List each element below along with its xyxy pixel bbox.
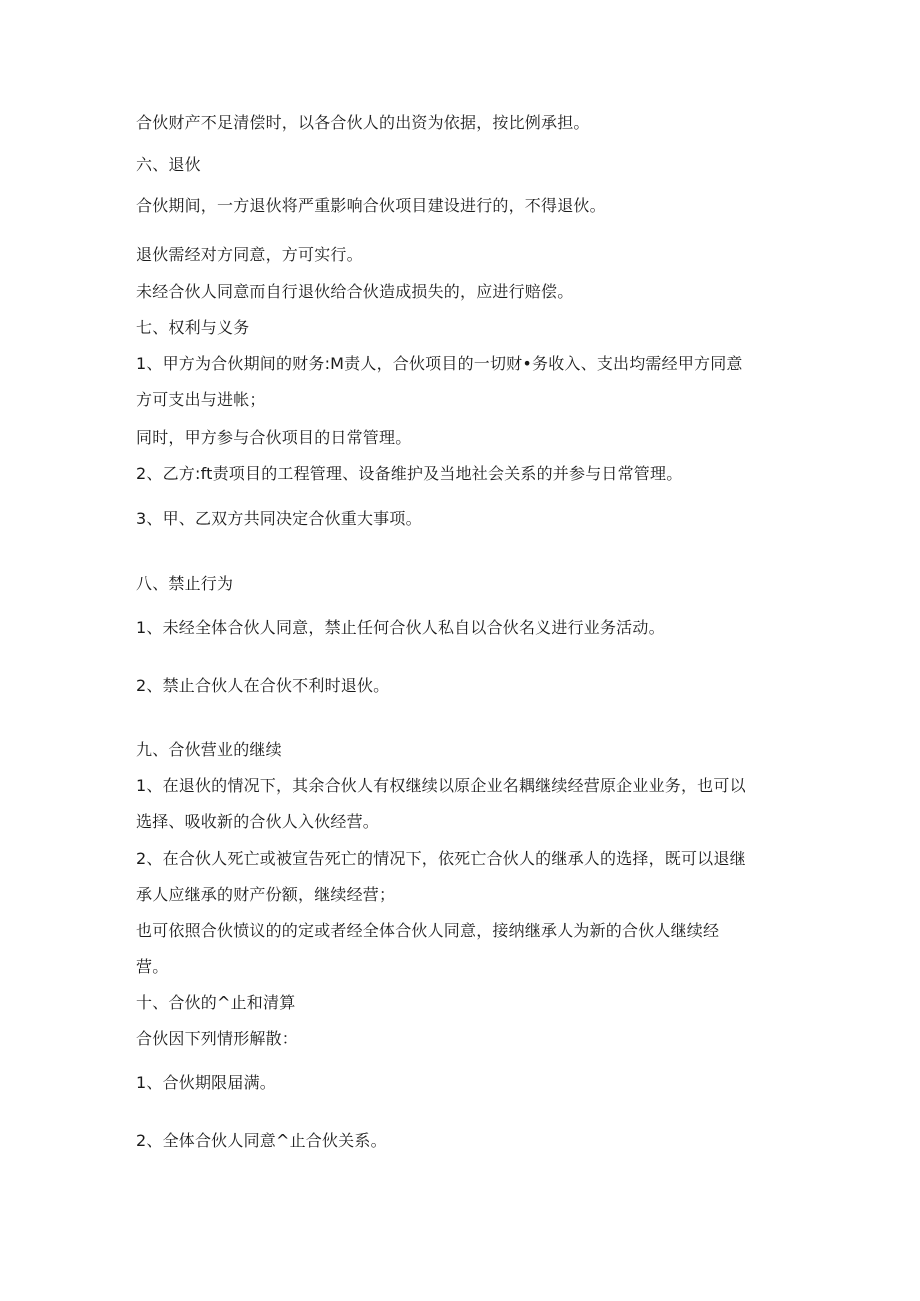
text-line-no-withdrawal: 合伙期间，一方退伙将严重影响合伙项目建设进行的，不得退伙。 <box>136 196 606 215</box>
text-line-term-expired: 1、合伙期限届满。 <box>136 1073 276 1092</box>
text-line-dissolution-intro: 合伙因下列情形解散： <box>136 1029 299 1048</box>
section-heading-rights: 七、权利与义务 <box>136 318 250 337</box>
text-line-prohibit-withdraw: 2、禁止合伙人在合伙不利时退伙。 <box>136 676 390 695</box>
text-line-heir-admission-cont: 营。 <box>136 957 169 976</box>
text-line-party-a-finance: 1、甲方为合伙期间的财务:M责人，合伙项目的一切财•务收入、支出均需经甲方同意 <box>136 354 743 373</box>
text-line-settlement: 合伙财产不足清偿时，以各合伙人的出资为依据，按比例承担。 <box>136 113 590 132</box>
text-line-continue-business: 1、在退伙的情况下，其余合伙人有权继续以原企业名耦继续经营原企业业务，也可以 <box>136 776 746 795</box>
text-line-prohibit-business: 1、未经全体合伙人同意，禁止任何合伙人私自以合伙名义进行业务活动。 <box>136 618 665 637</box>
text-line-party-b-duties: 2、乙方:ft责项目的工程管理、设备维护及当地社会关系的并参与日常管理。 <box>136 464 683 483</box>
section-heading-termination: 十、合伙的^止和清算 <box>136 993 296 1012</box>
section-heading-prohibitions: 八、禁止行为 <box>136 574 234 593</box>
text-line-continue-business-cont: 选择、吸收新的合伙人入伙经营。 <box>136 812 380 831</box>
text-line-heir-choice: 2、在合伙人死亡或被宣告死亡的情况下，依死亡合伙人的继承人的选择，既可以退继 <box>136 849 746 868</box>
section-heading-withdrawal: 六、退伙 <box>136 155 201 174</box>
text-line-party-a-finance-cont: 方可支出与进帐； <box>136 390 266 409</box>
text-line-compensation: 未经合伙人同意而自行退伙给合伙造成损失的，应进行赔偿。 <box>136 282 574 301</box>
text-line-all-agree: 2、全体合伙人同意^止合伙关系。 <box>136 1131 387 1150</box>
text-line-heir-admission: 也可依照合伙愤议的的定或者经全体合伙人同意，接纳继承人为新的合伙人继续经 <box>136 921 720 940</box>
text-line-heir-choice-cont: 承人应继承的财产份额，继续经营； <box>136 885 396 904</box>
section-heading-continuation: 九、合伙营业的继续 <box>136 740 282 759</box>
text-line-party-a-management: 同时，甲方参与合伙项目的日常管理。 <box>136 428 412 447</box>
text-line-joint-decisions: 3、甲、乙双方共同决定合伙重大事项。 <box>136 509 422 528</box>
text-line-consent: 退伙需经对方同意，方可实行。 <box>136 245 363 264</box>
